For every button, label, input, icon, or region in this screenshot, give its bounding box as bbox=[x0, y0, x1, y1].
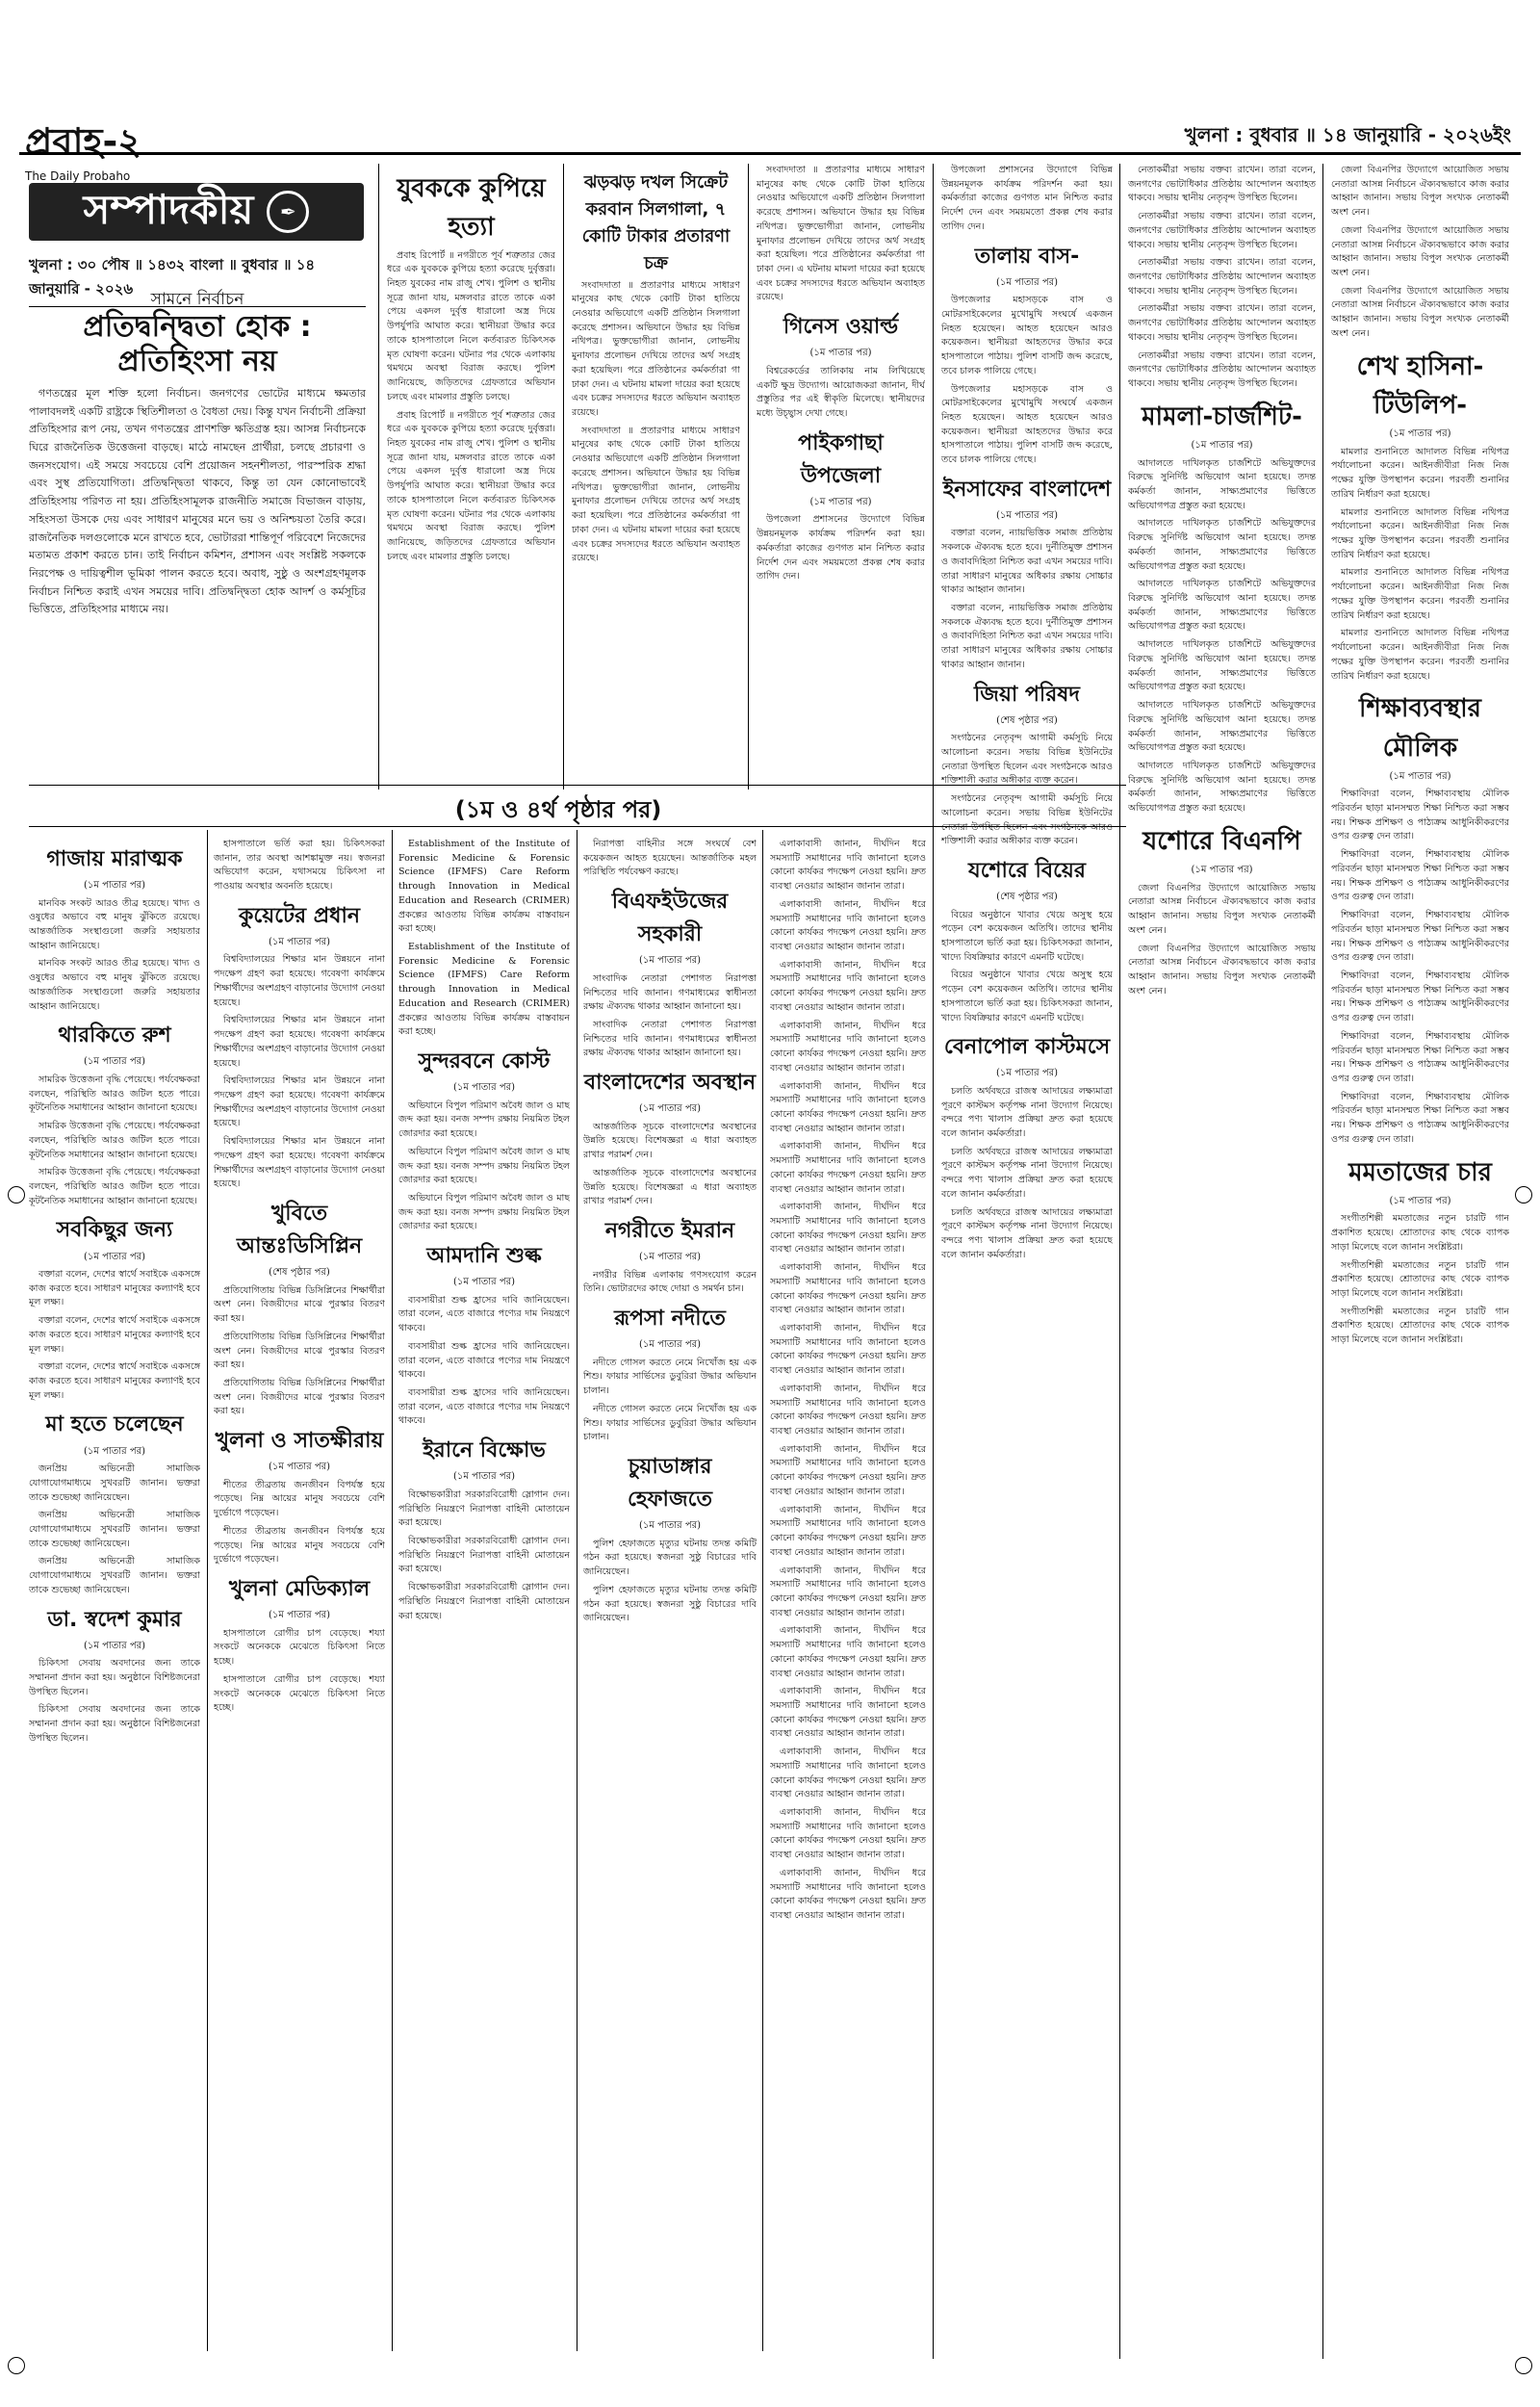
story-body: এলাকাবাসী জানান, দীর্ঘদিন ধরে সমস্যাটি সমাধানের দাবি জানানো হলেও কোনো কার্যকর পদক্ষেপ নেওয়া হয়নি। দ্রুত ব্যবস্থা নেওয়ার আহ্বান জানান তারা। bbox=[770, 1867, 926, 1922]
story-body: এলাকাবাসী জানান, দীর্ঘদিন ধরে সমস্যাটি সমাধানের দাবি জানানো হলেও কোনো কার্যকর পদক্ষেপ নেওয়া হয়নি। দ্রুত ব্যবস্থা নেওয়ার আহ্বান জানান তারা। bbox=[770, 1080, 926, 1134]
story-headline: ডা. স্বদেশ কুমার bbox=[47, 1607, 182, 1632]
continued-band: (১ম ও ৪র্থ পৃষ্ঠার পর) bbox=[454, 796, 662, 823]
story-body: এলাকাবাসী জানান, দীর্ঘদিন ধরে সমস্যাটি সমাধানের দাবি জানানো হলেও কোনো কার্যকর পদক্ষেপ নেওয়া হয়নি। দ্রুত ব্যবস্থা নেওয়ার আহ্বান জানান তারা। bbox=[770, 1686, 926, 1740]
story-headline: যুবককে কুপিয়ে হত্যা bbox=[397, 174, 546, 243]
story-ref: (১ম পাতার পর) bbox=[638, 1339, 702, 1351]
story-body: আদালতে দাখিলকৃত চার্জশিটে অভিযুক্তদের বিরুদ্ধে সুনির্দিষ্ট অভিযোগ আনা হয়েছে। তদন্ত কর্মকর্তা জানান, সাক্ষ্যপ্রমাণের ভিত্তিতে অভিযোগপত্র প্রস্তুত করা হয়েছে। bbox=[1128, 518, 1316, 572]
story-column-5 bbox=[941, 164, 1113, 2349]
story-body: হাসপাতালে রোগীর চাপ বেড়েছে। শয্যা সংকটে অনেককে মেঝেতে চিকিৎসা নিতে হচ্ছে। bbox=[214, 1673, 385, 1714]
story-body: নদীতে গোসল করতে নেমে নিখোঁজ হয় এক শিশু। ফায়ার সার্ভিসের ডুবুরিরা উদ্ধার অভিযান চালান। bbox=[583, 1357, 757, 1397]
story-body: শিক্ষাবিদরা বলেন, শিক্ষাব্যবস্থায় মৌলিক পরিবর্তন ছাড়া মানসম্মত শিক্ষা নিশ্চিত করা সম্ভব নয়। শিক্ষক প্রশিক্ষণ ও পাঠ্যক্রম আধুনিকীকরণের ওপর গুরুত্ব দেন তারা। bbox=[1331, 1091, 1509, 1145]
story-body: জেলা বিএনপির উদ্যোগে আয়োজিত সভায় নেতারা আসন্ন নির্বাচনে ঐক্যবদ্ধভাবে কাজ করার আহ্বান জানান। সভায় বিপুল সংখ্যক নেতাকর্মী অংশ নেন। bbox=[1331, 165, 1509, 219]
story-body: চিকিৎসা সেবায় অবদানের জন্য তাকে সম্মাননা প্রদান করা হয়। অনুষ্ঠানে বিশিষ্টজনেরা উপস্থিত ছিলেন। bbox=[29, 1704, 200, 1744]
story-body: নেতাকর্মীরা সভায় বক্তব্য রাখেন। তারা বলেন, জনগণের ভোটাধিকার প্রতিষ্ঠায় আন্দোলন অব্যাহত থাকবে। সভায় স্থানীয় নেতৃবৃন্দ উপস্থিত ছিলেন। bbox=[1128, 165, 1316, 204]
story-headline: ইনসাফের বাংলাদেশ bbox=[942, 477, 1112, 502]
story-body: পুলিশ হেফাজতে মৃত্যুর ঘটনায় তদন্ত কমিটি গঠন করা হয়েছে। স্বজনরা সুষ্ঠু বিচারের দাবি জানিয়েছেন। bbox=[583, 1584, 757, 1624]
editorial-kicker: সামনে নির্বাচন bbox=[150, 290, 244, 309]
story-headline: যশোরে বিএনপি bbox=[1142, 826, 1301, 856]
story-body: প্রবাহ রিপোর্ট ॥ নগরীতে পূর্ব শত্রুতার জের ধরে এক যুবককে কুপিয়ে হত্যা করেছে দুর্বৃত্তরা। নিহত যুবকের নাম রাজু শেখ। পুলিশ ও স্থানীয় সূত্রে জানা যায়, মঙ্গলবার রাতে তাকে একা পেয়ে একদল দুর্বৃত্ত ধারালো অস্ত্র দিয়ে উপর্যুপরি আঘাত করে। স্থানীয়রা উদ্ধার করে তাকে হাসপাতালে নিলে কর্তব্যরত চিকিৎসক মৃত ঘোষণা করেন। ঘটনার পর থেকে এলাকায় থমথমে অবস্থা বিরাজ করছে। পুলিশ জানিয়েছে, জড়িতদের গ্রেফতারে অভিযান চলছে এবং মামলার প্রস্তুতি চলছে। bbox=[387, 249, 555, 402]
story-headline: মমতাজের চার bbox=[1348, 1157, 1492, 1187]
story-headline: শেখ হাসিনা-টিউলিপ- bbox=[1356, 351, 1484, 420]
story-body: জনপ্রিয় অভিনেত্রী সামাজিক যোগাযোগমাধ্যমে সুখবরটি জানান। ভক্তরা তাকে শুভেচ্ছা জানিয়েছেন। bbox=[29, 1556, 200, 1595]
registration-mark-icon bbox=[1515, 1186, 1532, 1204]
newspaper-logo bbox=[25, 114, 141, 183]
story-headline: বাংলাদেশের অবস্থান bbox=[583, 1071, 757, 1096]
story-body: নেতাকর্মীরা সভায় বক্তব্য রাখেন। তারা বলেন, জনগণের ভোটাধিকার প্রতিষ্ঠায় আন্দোলন অব্যাহত থাকবে। সভায় স্থানীয় নেতৃবৃন্দ উপস্থিত ছিলেন। bbox=[1128, 257, 1316, 297]
story-ref: (১ম পাতার পর) bbox=[1389, 770, 1451, 782]
story-body: সামরিক উত্তেজনা বৃদ্ধি পেয়েছে। পর্যবেক্ষকরা বলছেন, পরিস্থিতি আরও জটিল হতে পারে। কূটনৈতিক সমাধানের আহ্বান জানানো হয়েছে। bbox=[29, 1074, 200, 1114]
story-ref: (১ম পাতার পর) bbox=[268, 1610, 331, 1621]
story-body: হাসপাতালে রোগীর চাপ বেড়েছে। শয্যা সংকটে অনেককে মেঝেতে চিকিৎসা নিতে হচ্ছে। bbox=[214, 1627, 385, 1668]
story-body: বিশ্ববিদ্যালয়ের শিক্ষার মান উন্নয়নে নানা পদক্ষেপ গ্রহণ করা হয়েছে। গবেষণা কার্যক্রমে শিক্ষার্থীদের অংশগ্রহণ বাড়ানোর উদ্যোগ নেওয়া হয়েছে। bbox=[214, 1075, 385, 1129]
story-headline: তালায় বাস- bbox=[974, 244, 1080, 269]
page-number: -২ bbox=[102, 120, 141, 163]
story-body: বক্তারা বলেন, দেশের স্বার্থে সবাইকে একসঙ্গে কাজ করতে হবে। সাধারণ মানুষের কল্যাণই হবে মূল লক্ষ্য। bbox=[29, 1361, 200, 1401]
column-rule bbox=[1119, 164, 1120, 2359]
story-body: প্রতিযোগিতায় বিভিন্ন ডিসিপ্লিনের শিক্ষার্থীরা অংশ নেন। বিজয়ীদের মাঝে পুরস্কার বিতরণ করা হয়। bbox=[214, 1331, 385, 1371]
story-body: আদালতে দাখিলকৃত চার্জশিটে অভিযুক্তদের বিরুদ্ধে সুনির্দিষ্ট অভিযোগ আনা হয়েছে। তদন্ত কর্মকর্তা জানান, সাক্ষ্যপ্রমাণের ভিত্তিতে অভিযোগপত্র প্রস্তুত করা হয়েছে। bbox=[1128, 457, 1316, 511]
story-body: অভিযানে বিপুল পরিমাণ অবৈধ জাল ও মাছ জব্দ করা হয়। বনজ সম্পদ রক্ষায় নিয়মিত টহল জোরদার করা হয়েছে। bbox=[398, 1192, 570, 1232]
story-headline: শিক্ষাব্যবস্থার মৌলিক bbox=[1359, 694, 1481, 763]
column-rule bbox=[1322, 164, 1323, 2359]
story-body: এলাকাবাসী জানান, দীর্ঘদিন ধরে সমস্যাটি সমাধানের দাবি জানানো হলেও কোনো কার্যকর পদক্ষেপ নেওয়া হয়নি। দ্রুত ব্যবস্থা নেওয়ার আহ্বান জানান তারা। bbox=[770, 898, 926, 953]
story-body: ব্যবসায়ীরা শুল্ক হ্রাসের দাবি জানিয়েছেন। তারা বলেন, এতে বাজারে পণ্যের দাম নিয়ন্ত্রণে থাকবে। bbox=[398, 1387, 570, 1427]
story-body: আন্তর্জাতিক সূচকে বাংলাদেশের অবস্থানের উন্নতি হয়েছে। বিশেষজ্ঞরা এ ধারা অব্যাহত রাখার পরামর্শ দেন। bbox=[583, 1121, 757, 1161]
story-headline: গিনেস ওয়ার্ল্ড bbox=[783, 315, 899, 340]
story-headline: চুয়াডাঙ্গার হেফাজতে bbox=[628, 1455, 712, 1513]
story-body: জেলা বিএনপির উদ্যোগে আয়োজিত সভায় নেতারা আসন্ন নির্বাচনে ঐক্যবদ্ধভাবে কাজ করার আহ্বান জানান। সভায় বিপুল সংখ্যক নেতাকর্মী অংশ নেন। bbox=[1128, 943, 1316, 996]
story-ref: (শেষ পৃষ্ঠার পর) bbox=[996, 714, 1058, 726]
story-body: সংগঠনের নেতৃবৃন্দ আগামী কর্মসূচি নিয়ে আলোচনা করেন। সভায় বিভিন্ন ইউনিটের নেতারা উপস্থিত ছিলেন এবং সংগঠনকে আরও শক্তিশালী করার অঙ্গীকার ব্যক্ত করেন। bbox=[941, 733, 1113, 787]
story-headline: যশোরে বিয়ের bbox=[968, 858, 1086, 883]
story-headline: সুন্দরবনে কোস্ট bbox=[418, 1049, 551, 1074]
story-body: আদালতে দাখিলকৃত চার্জশিটে অভিযুক্তদের বিরুদ্ধে সুনির্দিষ্ট অভিযোগ আনা হয়েছে। তদন্ত কর্মকর্তা জানান, সাক্ষ্যপ্রমাণের ভিত্তিতে অভিযোগপত্র প্রস্তুত করা হয়েছে। bbox=[1128, 579, 1316, 633]
story-body: শিক্ষাবিদরা বলেন, শিক্ষাব্যবস্থায় মৌলিক পরিবর্তন ছাড়া মানসম্মত শিক্ষা নিশ্চিত করা সম্ভব নয়। শিক্ষক প্রশিক্ষণ ও পাঠ্যক্রম আধুনিকীকরণের ওপর গুরুত্ব দেন তারা। bbox=[1331, 970, 1509, 1024]
story-body: এলাকাবাসী জানান, দীর্ঘদিন ধরে সমস্যাটি সমাধানের দাবি জানানো হলেও কোনো কার্যকর পদক্ষেপ নেওয়া হয়নি। দ্রুত ব্যবস্থা নেওয়ার আহ্বান জানান তারা। bbox=[770, 1565, 926, 1618]
story-ref: (১ম পাতার পর) bbox=[638, 1252, 702, 1263]
story-ref: (১ম পাতার পর) bbox=[268, 936, 331, 947]
story-body: এলাকাবাসী জানান, দীর্ঘদিন ধরে সমস্যাটি সমাধানের দাবি জানানো হলেও কোনো কার্যকর পদক্ষেপ নেওয়া হয়নি। দ্রুত ব্যবস্থা নেওয়ার আহ্বান জানান তারা। bbox=[770, 1262, 926, 1316]
story-body: শিক্ষাবিদরা বলেন, শিক্ষাব্যবস্থায় মৌলিক পরিবর্তন ছাড়া মানসম্মত শিক্ষা নিশ্চিত করা সম্ভব নয়। শিক্ষক প্রশিক্ষণ ও পাঠ্যক্রম আধুনিকীকরণের ওপর গুরুত্ব দেন তারা। bbox=[1331, 849, 1509, 903]
story-body: এলাকাবাসী জানান, দীর্ঘদিন ধরে সমস্যাটি সমাধানের দাবি জানানো হলেও কোনো কার্যকর পদক্ষেপ নেওয়া হয়নি। দ্রুত ব্যবস্থা নেওয়ার আহ্বান জানান তারা। bbox=[770, 1625, 926, 1679]
story-ref: (১ম পাতার পর) bbox=[1191, 440, 1253, 452]
story-body: প্রতিযোগিতায় বিভিন্ন ডিসিপ্লিনের শিক্ষার্থীরা অংশ নেন। বিজয়ীদের মাঝে পুরস্কার বিতরণ করা হয়। bbox=[214, 1377, 385, 1417]
story-body: Establishment of the Institute of Forensic Medicine & Forensic Science (IFMFS) Care Reform through Innovation in Medical Education and Research (CRIMER) প্রকল্পের আওতায় বিভিন্ন কার্যক্রম বাস্তবায়ন করা হচ্ছে। bbox=[398, 839, 570, 935]
story-column-3 bbox=[572, 164, 740, 789]
story-column-6 bbox=[1128, 164, 1316, 2349]
registration-mark-icon bbox=[8, 1186, 25, 1204]
story-body: নেতাকর্মীরা সভায় বক্তব্য রাখেন। তারা বলেন, জনগণের ভোটাধিকার প্রতিষ্ঠায় আন্দোলন অব্যাহত থাকবে। সভায় স্থানীয় নেতৃবৃন্দ উপস্থিত ছিলেন। bbox=[1128, 349, 1316, 390]
story-body: নেতাকর্মীরা সভায় বক্তব্য রাখেন। তারা বলেন, জনগণের ভোটাধিকার প্রতিষ্ঠায় আন্দোলন অব্যাহত থাকবে। সভায় স্থানীয় নেতৃবৃন্দ উপস্থিত ছিলেন। bbox=[1128, 303, 1316, 343]
story-column-2 bbox=[387, 164, 555, 789]
column-rule bbox=[762, 830, 763, 2351]
story-body: উপজেলা প্রশাসনের উদ্যোগে বিভিন্ন উন্নয়নমূলক কার্যক্রম পরিদর্শন করা হয়। কর্মকর্তারা কাজের গুণগত মান নিশ্চিত করার নির্দেশ দেন এবং সময়মতো প্রকল্প শেষ করার তাগিদ দেন। bbox=[757, 514, 925, 582]
story-body: বক্তারা বলেন, ন্যায়ভিত্তিক সমাজ প্রতিষ্ঠায় সকলকে ঐক্যবদ্ধ হতে হবে। দুর্নীতিমুক্ত প্রশাসন ও জবাবদিহিতা নিশ্চিত করা এখন সময়ের দাবি। তারা সাধারণ মানুষের অধিকার রক্ষায় সোচ্চার থাকার আহ্বান জানান। bbox=[941, 528, 1113, 596]
story-body: জনপ্রিয় অভিনেত্রী সামাজিক যোগাযোগমাধ্যমে সুখবরটি জানান। ভক্তরা তাকে শুভেচ্ছা জানিয়েছেন। bbox=[29, 1510, 200, 1549]
story-body: জেলা বিএনপির উদ্যোগে আয়োজিত সভায় নেতারা আসন্ন নির্বাচনে ঐক্যবদ্ধভাবে কাজ করার আহ্বান জানান। সভায় বিপুল সংখ্যক নেতাকর্মী অংশ নেন। bbox=[1331, 285, 1509, 339]
story-body: পুলিশ হেফাজতে মৃত্যুর ঘটনায় তদন্ত কমিটি গঠন করা হয়েছে। স্বজনরা সুষ্ঠু বিচারের দাবি জানিয়েছেন। bbox=[583, 1538, 757, 1578]
story-body: অভিযানে বিপুল পরিমাণ অবৈধ জাল ও মাছ জব্দ করা হয়। বনজ সম্পদ রক্ষায় নিয়মিত টহল জোরদার করা হয়েছে। bbox=[398, 1100, 570, 1140]
column-rule bbox=[563, 164, 564, 789]
column-rule bbox=[378, 164, 379, 789]
story-ref: (১ম পাতার পর) bbox=[268, 1462, 331, 1473]
lower-column-4 bbox=[583, 838, 757, 2349]
editorial-label: সম্পাদকীয় bbox=[83, 185, 254, 233]
story-column-7 bbox=[1331, 164, 1509, 2349]
story-headline: রূপসা নদীতে bbox=[614, 1307, 726, 1332]
story-body: অভিযানে বিপুল পরিমাণ অবৈধ জাল ও মাছ জব্দ করা হয়। বনজ সম্পদ রক্ষায় নিয়মিত টহল জোরদার করা হয়েছে। bbox=[398, 1146, 570, 1186]
lower-column-3 bbox=[398, 838, 570, 2349]
lower-column-1 bbox=[29, 838, 200, 2349]
story-body: সংগঠনের নেতৃবৃন্দ আগামী কর্মসূচি নিয়ে আলোচনা করেন। সভায় বিভিন্ন ইউনিটের নেতারা উপস্থিত ছিলেন এবং সংগঠনকে আরও শক্তিশালী করার অঙ্গীকার ব্যক্ত করেন। bbox=[941, 793, 1113, 847]
story-body: শিক্ষাবিদরা বলেন, শিক্ষাব্যবস্থায় মৌলিক পরিবর্তন ছাড়া মানসম্মত শিক্ষা নিশ্চিত করা সম্ভব নয়। শিক্ষক প্রশিক্ষণ ও পাঠ্যক্রম আধুনিকীকরণের ওপর গুরুত্ব দেন তারা। bbox=[1331, 910, 1509, 964]
story-ref: (১ম পাতার পর) bbox=[83, 1251, 146, 1262]
story-body: শিক্ষাবিদরা বলেন, শিক্ষাব্যবস্থায় মৌলিক পরিবর্তন ছাড়া মানসম্মত শিক্ষা নিশ্চিত করা সম্ভব নয়। শিক্ষক প্রশিক্ষণ ও পাঠ্যক্রম আধুনিকীকরণের ওপর গুরুত্ব দেন তারা। bbox=[1331, 1030, 1509, 1084]
story-body: বিশ্ববিদ্যালয়ের শিক্ষার মান উন্নয়নে নানা পদক্ষেপ গ্রহণ করা হয়েছে। গবেষণা কার্যক্রমে শিক্ষার্থীদের অংশগ্রহণ বাড়ানোর উদ্যোগ নেওয়া হয়েছে। bbox=[214, 1015, 385, 1069]
story-body: সংগীতশিল্পী মমতাজের নতুন চারটি গান প্রকাশিত হয়েছে। শ্রোতাদের কাছ থেকে ব্যাপক সাড়া মিলেছে বলে জানান সংশ্লিষ্টরা। bbox=[1331, 1259, 1509, 1299]
story-headline: ঝড়ঝড় দখল সিক্রেট করবান সিলগালা, ৭ কোটি টাকার প্রতারণা চক্র bbox=[581, 172, 731, 273]
story-column-4 bbox=[757, 164, 925, 789]
column-rule bbox=[933, 164, 934, 2359]
story-ref: (১ম পাতার পর) bbox=[638, 955, 702, 967]
story-headline: খুলনা মেডিক্যাল bbox=[228, 1577, 371, 1602]
story-body: আদালতে দাখিলকৃত চার্জশিটে অভিযুক্তদের বিরুদ্ধে সুনির্দিষ্ট অভিযোগ আনা হয়েছে। তদন্ত কর্মকর্তা জানান, সাক্ষ্যপ্রমাণের ভিত্তিতে অভিযোগপত্র প্রস্তুত করা হয়েছে। bbox=[1128, 760, 1316, 815]
editorial-body bbox=[29, 385, 366, 780]
story-body: আদালতে দাখিলকৃত চার্জশিটে অভিযুক্তদের বিরুদ্ধে সুনির্দিষ্ট অভিযোগ আনা হয়েছে। তদন্ত কর্মকর্তা জানান, সাক্ষ্যপ্রমাণের ভিত্তিতে অভিযোগপত্র প্রস্তুত করা হয়েছে। bbox=[1128, 639, 1316, 693]
story-body: সংবাদদাতা ॥ প্রতারণার মাধ্যমে সাধারণ মানুষের কাছ থেকে কোটি টাকা হাতিয়ে নেওয়ার অভিযোগে একটি প্রতিষ্ঠান সিলগালা করেছে প্রশাসন। অভিযানে উদ্ধার হয় বিভিন্ন নথিপত্র। ভুক্তভোগীরা জানান, লোভনীয় মুনাফার প্রলোভন দেখিয়ে তাদের অর্থ সংগ্রহ করা হয়েছিল। পরে প্রতিষ্ঠানের কর্মকর্তারা গা ঢাকা দেন। এ ঘটনায় মামলা দায়ের করা হয়েছে এবং চক্রের সদস্যদের ধরতে অভিযান অব্যাহত রয়েছে। bbox=[757, 165, 925, 303]
story-body: বক্তারা বলেন, দেশের স্বার্থে সবাইকে একসঙ্গে কাজ করতে হবে। সাধারণ মানুষের কল্যাণই হবে মূল লক্ষ্য। bbox=[29, 1269, 200, 1308]
story-body: সামরিক উত্তেজনা বৃদ্ধি পেয়েছে। পর্যবেক্ষকরা বলছেন, পরিস্থিতি আরও জটিল হতে পারে। কূটনৈতিক সমাধানের আহ্বান জানানো হয়েছে। bbox=[29, 1167, 200, 1206]
lower-column-2 bbox=[214, 838, 385, 2349]
editorial-banner bbox=[29, 183, 364, 241]
story-ref: (১ম পাতার পর) bbox=[995, 1068, 1059, 1079]
story-ref: (১ম পাতার পর) bbox=[83, 1640, 146, 1651]
story-body: বিক্ষোভকারীরা সরকারবিরোধী স্লোগান দেন। পরিস্থিতি নিয়ন্ত্রণে নিরাপত্তা বাহিনী মোতায়েন করা হয়েছে। bbox=[398, 1488, 570, 1529]
story-body: মানবিক সংকট আরও তীব্র হয়েছে। খাদ্য ও ওষুধের অভাবে বহু মানুষ ঝুঁকিতে রয়েছে। আন্তর্জাতিক সংস্থাগুলো জরুরি সহায়তার আহ্বান জানিয়েছে। bbox=[29, 958, 200, 1012]
editorial-headline: প্রতিদ্বন্দ্বিতা হোক : প্রতিহিংসা নয় bbox=[83, 310, 312, 378]
story-ref: (১ম পাতার পর) bbox=[452, 1277, 516, 1288]
story-body: প্রবাহ রিপোর্ট ॥ নগরীতে পূর্ব শত্রুতার জের ধরে এক যুবককে কুপিয়ে হত্যা করেছে দুর্বৃত্তরা। নিহত যুবকের নাম রাজু শেখ। পুলিশ ও স্থানীয় সূত্রে জানা যায়, মঙ্গলবার রাতে তাকে একা পেয়ে একদল দুর্বৃত্ত ধারালো অস্ত্র দিয়ে উপর্যুপরি আঘাত করে। স্থানীয়রা উদ্ধার করে তাকে হাসপাতালে নিলে কর্তব্যরত চিকিৎসক মৃত ঘোষণা করেন। ঘটনার পর থেকে এলাকায় থমথমে অবস্থা বিরাজ করছে। পুলিশ জানিয়েছে, জড়িতদের গ্রেফতারে অভিযান চলছে এবং মামলার প্রস্তুতি চলছে। bbox=[387, 409, 555, 562]
story-body: বিশ্বরেকর্ডের তালিকায় নাম লিখিয়েছে একটি ক্ষুদ্র উদ্যোগ। আয়োজকরা জানান, দীর্ঘ প্রস্তুতির পর এই স্বীকৃতি মিলেছে। স্থানীয়দের মধ্যে উচ্ছ্বাস দেখা গেছে। bbox=[757, 365, 925, 419]
pen-icon: ✒ bbox=[267, 191, 309, 233]
story-headline: খুলনা ও সাতক্ষীরায় bbox=[215, 1429, 384, 1454]
story-body: উপজেলা প্রশাসনের উদ্যোগে বিভিন্ন উন্নয়নমূলক কার্যক্রম পরিদর্শন করা হয়। কর্মকর্তারা কাজের গুণগত মান নিশ্চিত করার নির্দেশ দেন এবং সময়মতো প্রকল্প শেষ করার তাগিদ দেন। bbox=[941, 165, 1113, 232]
story-body: এলাকাবাসী জানান, দীর্ঘদিন ধরে সমস্যাটি সমাধানের দাবি জানানো হলেও কোনো কার্যকর পদক্ষেপ নেওয়া হয়নি। দ্রুত ব্যবস্থা নেওয়ার আহ্বান জানান তারা। bbox=[770, 1383, 926, 1437]
registration-mark-icon bbox=[8, 2357, 25, 2374]
editorial-dateline: খুলনা : ৩০ পৌষ ॥ ১৪৩২ বাংলা ॥ বুধবার ॥ ১৪ জানুয়ারি - ২০২৬ bbox=[29, 254, 366, 307]
story-body: শিক্ষাবিদরা বলেন, শিক্ষাব্যবস্থায় মৌলিক পরিবর্তন ছাড়া মানসম্মত শিক্ষা নিশ্চিত করা সম্ভব নয়। শিক্ষক প্রশিক্ষণ ও পাঠ্যক্রম আধুনিকীকরণের ওপর গুরুত্ব দেন তারা। bbox=[1331, 789, 1509, 842]
story-ref: (১ম পাতার পর) bbox=[1389, 428, 1451, 440]
story-body: মানবিক সংকট আরও তীব্র হয়েছে। খাদ্য ও ওষুধের অভাবে বহু মানুষ ঝুঁকিতে রয়েছে। আন্তর্জাতিক সংস্থাগুলো জরুরি সহায়তার আহ্বান জানিয়েছে। bbox=[29, 897, 200, 951]
story-body: বিশ্ববিদ্যালয়ের শিক্ষার মান উন্নয়নে নানা পদক্ষেপ গ্রহণ করা হয়েছে। গবেষণা কার্যক্রমে শিক্ষার্থীদের অংশগ্রহণ বাড়ানোর উদ্যোগ নেওয়া হয়েছে। bbox=[214, 1136, 385, 1190]
story-ref: (১ম পাতার পর) bbox=[83, 1445, 146, 1457]
masthead-divider bbox=[19, 152, 1521, 155]
story-headline: খুবিতে আন্তঃডিসিপ্লিন bbox=[236, 1201, 363, 1259]
story-body: এলাকাবাসী জানান, দীর্ঘদিন ধরে সমস্যাটি সমাধানের দাবি জানানো হলেও কোনো কার্যকর পদক্ষেপ নেওয়া হয়নি। দ্রুত ব্যবস্থা নেওয়ার আহ্বান জানান তারা। bbox=[770, 1747, 926, 1800]
story-body: প্রতিযোগিতায় বিভিন্ন ডিসিপ্লিনের শিক্ষার্থীরা অংশ নেন। বিজয়ীদের মাঝে পুরস্কার বিতরণ করা হয়। bbox=[214, 1284, 385, 1325]
story-body: চলতি অর্থবছরে রাজস্ব আদায়ের লক্ষ্যমাত্রা পূরণে কাস্টমস কর্তৃপক্ষ নানা উদ্যোগ নিয়েছে। বন্দরে পণ্য খালাস প্রক্রিয়া দ্রুত করা হয়েছে বলে জানান কর্মকর্তারা। bbox=[941, 1146, 1113, 1200]
story-body: জনপ্রিয় অভিনেত্রী সামাজিক যোগাযোগমাধ্যমে সুখবরটি জানান। ভক্তরা তাকে শুভেচ্ছা জানিয়েছেন। bbox=[29, 1463, 200, 1503]
story-body: এলাকাবাসী জানান, দীর্ঘদিন ধরে সমস্যাটি সমাধানের দাবি জানানো হলেও কোনো কার্যকর পদক্ষেপ নেওয়া হয়নি। দ্রুত ব্যবস্থা নেওয়ার আহ্বান জানান তারা। bbox=[770, 1504, 926, 1558]
story-ref: (১ম পাতার পর) bbox=[638, 1520, 702, 1532]
story-headline: মা হতে চলেছেন bbox=[45, 1412, 184, 1437]
story-body: সংগীতশিল্পী মমতাজের নতুন চারটি গান প্রকাশিত হয়েছে। শ্রোতাদের কাছ থেকে ব্যাপক সাড়া মিলেছে বলে জানান সংশ্লিষ্টরা। bbox=[1331, 1213, 1509, 1253]
editorial-paragraph: গণতন্ত্রের মূল শক্তি হলো নির্বাচন। জনগণের ভোটের মাধ্যমে ক্ষমতার পালাবদলই একটি রাষ্ট্রকে স্থিতিশীলতা ও বৈধতা দেয়। কিন্তু যখন নির্বাচনী প্রক্রিয়া প্রতিহিংসার রূপ নেয়, তখন গণতন্ত্রের প্রাণশক্তি ক্ষতিগ্রস্ত হয়। আসন্ন নির্বাচনকে ঘিরে রাজনৈতিক উত্তেজনা বাড়ছে। মাঠে নামছেন প্রার্থীরা, চলছে প্রচারণা ও জনসংযোগ। এই সময়ে সবচেয়ে বেশি প্রয়োজন সহনশীলতা, পারস্পরিক শ্রদ্ধা এবং সুস্থ প্রতিযোগিতা। প্রতিদ্বন্দ্বিতা থাকবে, কিন্তু তা যেন কোনোভাবেই প্রতিহিংসায় পরিণত না হয়। প্রতিহিংসামূলক রাজনীতি সমাজে বিভাজন বাড়ায়, সহিংসতা উসকে দেয় এবং সাধারণ মানুষের মনে ভয় ও অনিশ্চয়তা তৈরি করে। রাজনৈতিক দলগুলোকে মনে রাখতে হবে, ভোটাররা শান্তিপূর্ণ পরিবেশে নিজেদের মতামত প্রকাশ করতে চান। তাই নির্বাচন কমিশন, প্রশাসন এবং সংশ্লিষ্ট সকলকে নিরপেক্ষ ও দায়িত্বশীল ভূমিকা পালন করতে হবে। অবাধ, সুষ্ঠু ও অংশগ্রহণমূলক নির্বাচন নিশ্চিত করাই এখন সময়ের দাবি। প্রতিদ্বন্দ্বিতা হোক আদর্শ ও কর্মসূচির ভিত্তিতে, প্রতিহিংসার মাধ্যমে নয়। bbox=[29, 387, 366, 616]
story-body: সাংবাদিক নেতারা পেশাগত নিরাপত্তা নিশ্চিতের দাবি জানান। গণমাধ্যমের স্বাধীনতা রক্ষায় ঐক্যবদ্ধ থাকার আহ্বান জানানো হয়। bbox=[583, 972, 757, 1013]
story-ref: (১ম পাতার পর) bbox=[83, 880, 146, 892]
story-headline: বিএফইউজের সহকারী bbox=[611, 890, 729, 947]
story-body: মামলার শুনানিতে আদালত বিভিন্ন নথিপত্র পর্যালোচনা করেন। আইনজীবীরা নিজ নিজ পক্ষের যুক্তি উপস্থাপন করেন। পরবর্তী শুনানির তারিখ নির্ধারণ করা হয়েছে। bbox=[1331, 567, 1509, 621]
story-ref: (১ম পাতার পর) bbox=[1191, 865, 1253, 876]
story-headline: কুয়েটের প্রধান bbox=[238, 903, 361, 928]
story-headline: আমদানি শুল্ক bbox=[426, 1244, 542, 1269]
story-ref: (১ম পাতার পর) bbox=[809, 348, 872, 359]
story-body: সামরিক উত্তেজনা বৃদ্ধি পেয়েছে। পর্যবেক্ষকরা বলছেন, পরিস্থিতি আরও জটিল হতে পারে। কূটনৈতিক সমাধানের আহ্বান জানানো হয়েছে। bbox=[29, 1121, 200, 1160]
story-body: ব্যবসায়ীরা শুল্ক হ্রাসের দাবি জানিয়েছেন। তারা বলেন, এতে বাজারে পণ্যের দাম নিয়ন্ত্রণে থাকবে। bbox=[398, 1294, 570, 1334]
story-headline: ইরানে বিক্ষোভ bbox=[423, 1438, 546, 1463]
column-rule bbox=[392, 830, 393, 2351]
story-ref: (১ম পাতার পর) bbox=[638, 1103, 702, 1115]
story-body: এলাকাবাসী জানান, দীর্ঘদিন ধরে সমস্যাটি সমাধানের দাবি জানানো হলেও কোনো কার্যকর পদক্ষেপ নেওয়া হয়নি। দ্রুত ব্যবস্থা নেওয়ার আহ্বান জানান তারা। bbox=[770, 839, 926, 893]
story-ref: (১ম পাতার পর) bbox=[995, 276, 1059, 288]
story-body: শীতের তীব্রতায় জনজীবন বিপর্যস্ত হয়ে পড়েছে। নিম্ন আয়ের মানুষ সবচেয়ে বেশি দুর্ভোগে পড়েছেন। bbox=[214, 1479, 385, 1519]
story-body: বক্তারা বলেন, দেশের স্বার্থে সবাইকে একসঙ্গে কাজ করতে হবে। সাধারণ মানুষের কল্যাণই হবে মূল লক্ষ্য। bbox=[29, 1315, 200, 1355]
story-body: এলাকাবাসী জানান, দীর্ঘদিন ধরে সমস্যাটি সমাধানের দাবি জানানো হলেও কোনো কার্যকর পদক্ষেপ নেওয়া হয়নি। দ্রুত ব্যবস্থা নেওয়ার আহ্বান জানান তারা। bbox=[770, 959, 926, 1013]
story-body: সংবাদদাতা ॥ প্রতারণার মাধ্যমে সাধারণ মানুষের কাছ থেকে কোটি টাকা হাতিয়ে নেওয়ার অভিযোগে একটি প্রতিষ্ঠান সিলগালা করেছে প্রশাসন। অভিযানে উদ্ধার হয় বিভিন্ন নথিপত্র। ভুক্তভোগীরা জানান, লোভনীয় মুনাফার প্রলোভন দেখিয়ে তাদের অর্থ সংগ্রহ করা হয়েছিল। পরে প্রতিষ্ঠানের কর্মকর্তারা গা ঢাকা দেন। এ ঘটনায় মামলা দায়ের করা হয়েছে এবং চক্রের সদস্যদের ধরতে অভিযান অব্যাহত রয়েছে। bbox=[572, 279, 740, 419]
story-body: জেলা বিএনপির উদ্যোগে আয়োজিত সভায় নেতারা আসন্ন নির্বাচনে ঐক্যবদ্ধভাবে কাজ করার আহ্বান জানান। সভায় বিপুল সংখ্যক নেতাকর্মী অংশ নেন। bbox=[1331, 224, 1509, 279]
story-headline: জিয়া পরিষদ bbox=[974, 682, 1080, 707]
story-headline: নগরীতে ইমরান bbox=[604, 1219, 735, 1244]
masthead-date: খুলনা : বুধবার ॥ ১৪ জানুয়ারি - ২০২৬ইং bbox=[1184, 123, 1511, 146]
story-body: মামলার শুনানিতে আদালত বিভিন্ন নথিপত্র পর্যালোচনা করেন। আইনজীবীরা নিজ নিজ পক্ষের যুক্তি উপস্থাপন করেন। পরবর্তী শুনানির তারিখ নির্ধারণ করা হয়েছে। bbox=[1331, 506, 1509, 560]
story-body: শীতের তীব্রতায় জনজীবন বিপর্যস্ত হয়ে পড়েছে। নিম্ন আয়ের মানুষ সবচেয়ে বেশি দুর্ভোগে পড়েছেন। bbox=[214, 1525, 385, 1566]
story-body: নগরীর বিভিন্ন এলাকায় গণসংযোগ করেন তিনি। ভোটারদের কাছে দোয়া ও সমর্থন চান। bbox=[583, 1269, 757, 1295]
story-body: বিয়ের অনুষ্ঠানে খাবার খেয়ে অসুস্থ হয়ে পড়েন বেশ কয়েকজন অতিথি। তাদের স্থানীয় হাসপাতালে ভর্তি করা হয়। চিকিৎসকরা জানান, খাদ্যে বিষক্রিয়ার কারণে এমনটি ঘটেছে। bbox=[941, 970, 1113, 1023]
story-body: নিরাপত্তা বাহিনীর সঙ্গে সংঘর্ষে বেশ কয়েকজন আহত হয়েছেন। আন্তর্জাতিক মহল পরিস্থিতি পর্যবেক্ষণ করছে। bbox=[583, 839, 757, 878]
story-ref: (শেষ পৃষ্ঠার পর) bbox=[269, 1267, 330, 1279]
logo-subtitle: The Daily Probaho bbox=[25, 169, 131, 183]
story-ref: (১ম পাতার পর) bbox=[83, 1056, 146, 1068]
story-body: চলতি অর্থবছরে রাজস্ব আদায়ের লক্ষ্যমাত্রা পূরণে কাস্টমস কর্তৃপক্ষ নানা উদ্যোগ নিয়েছে। বন্দরে পণ্য খালাস প্রক্রিয়া দ্রুত করা হয়েছে বলে জানান কর্মকর্তারা। bbox=[941, 1085, 1113, 1140]
story-body: সাংবাদিক নেতারা পেশাগত নিরাপত্তা নিশ্চিতের দাবি জানান। গণমাধ্যমের স্বাধীনতা রক্ষায় ঐক্যবদ্ধ থাকার আহ্বান জানানো হয়। bbox=[583, 1020, 757, 1059]
story-body: বিক্ষোভকারীরা সরকারবিরোধী স্লোগান দেন। পরিস্থিতি নিয়ন্ত্রণে নিরাপত্তা বাহিনী মোতায়েন করা হয়েছে। bbox=[398, 1582, 570, 1621]
story-body: চিকিৎসা সেবায় অবদানের জন্য তাকে সম্মাননা প্রদান করা হয়। অনুষ্ঠানে বিশিষ্টজনেরা উপস্থিত ছিলেন। bbox=[29, 1658, 200, 1697]
story-body: উপজেলার মহাসড়কে বাস ও মোটরসাইকেলের মুখোমুখি সংঘর্ষে একজন নিহত হয়েছেন। আহত হয়েছেন আরও কয়েকজন। স্থানীয়রা আহতদের উদ্ধার করে হাসপাতালে পাঠায়। পুলিশ বাসটি জব্দ করেছে, তবে চালক পালিয়ে গেছে। bbox=[941, 383, 1113, 466]
story-ref: (১ম পাতার পর) bbox=[452, 1082, 516, 1094]
story-body: জেলা বিএনপির উদ্যোগে আয়োজিত সভায় নেতারা আসন্ন নির্বাচনে ঐক্যবদ্ধভাবে কাজ করার আহ্বান জানান। সভায় বিপুল সংখ্যক নেতাকর্মী অংশ নেন। bbox=[1128, 882, 1316, 936]
registration-mark-icon bbox=[1515, 2357, 1532, 2374]
story-body: বিয়ের অনুষ্ঠানে খাবার খেয়ে অসুস্থ হয়ে পড়েন বেশ কয়েকজন অতিথি। তাদের স্থানীয় হাসপাতালে ভর্তি করা হয়। চিকিৎসকরা জানান, খাদ্যে বিষক্রিয়ার কারণে এমনটি ঘটেছে। bbox=[941, 909, 1113, 963]
story-body: এলাকাবাসী জানান, দীর্ঘদিন ধরে সমস্যাটি সমাধানের দাবি জানানো হলেও কোনো কার্যকর পদক্ষেপ নেওয়া হয়নি। দ্রুত ব্যবস্থা নেওয়ার আহ্বান জানান তারা। bbox=[770, 1807, 926, 1861]
story-headline: পাইকগাছা উপজেলা bbox=[798, 430, 884, 488]
story-body: এলাকাবাসী জানান, দীর্ঘদিন ধরে সমস্যাটি সমাধানের দাবি জানানো হলেও কোনো কার্যকর পদক্ষেপ নেওয়া হয়নি। দ্রুত ব্যবস্থা নেওয়ার আহ্বান জানান তারা। bbox=[770, 1141, 926, 1195]
column-rule bbox=[207, 830, 208, 2351]
story-headline: বেনাপোল কাস্টমসে bbox=[943, 1035, 1111, 1060]
story-body: আন্তর্জাতিক সূচকে বাংলাদেশের অবস্থানের উন্নতি হয়েছে। বিশেষজ্ঞরা এ ধারা অব্যাহত রাখার পরামর্শ দেন। bbox=[583, 1167, 757, 1207]
story-ref: (১ম পাতার পর) bbox=[452, 1471, 516, 1483]
story-headline: থারকিতে রুশ bbox=[58, 1023, 171, 1048]
story-body: ব্যবসায়ীরা শুল্ক হ্রাসের দাবি জানিয়েছেন। তারা বলেন, এতে বাজারে পণ্যের দাম নিয়ন্ত্রণে থাকবে। bbox=[398, 1340, 570, 1381]
story-body: মামলার শুনানিতে আদালত বিভিন্ন নথিপত্র পর্যালোচনা করেন। আইনজীবীরা নিজ নিজ পক্ষের যুক্তি উপস্থাপন করেন। পরবর্তী শুনানির তারিখ নির্ধারণ করা হয়েছে। bbox=[1331, 446, 1509, 500]
story-ref: (শেষ পৃষ্ঠার পর) bbox=[996, 892, 1058, 903]
logo-text: প্রবাহ bbox=[25, 120, 103, 163]
story-ref: (১ম পাতার পর) bbox=[809, 496, 872, 507]
story-body: আদালতে দাখিলকৃত চার্জশিটে অভিযুক্তদের বিরুদ্ধে সুনির্দিষ্ট অভিযোগ আনা হয়েছে। তদন্ত কর্মকর্তা জানান, সাক্ষ্যপ্রমাণের ভিত্তিতে অভিযোগপত্র প্রস্তুত করা হয়েছে। bbox=[1128, 700, 1316, 754]
story-body: এলাকাবাসী জানান, দীর্ঘদিন ধরে সমস্যাটি সমাধানের দাবি জানানো হলেও কোনো কার্যকর পদক্ষেপ নেওয়া হয়নি। দ্রুত ব্যবস্থা নেওয়ার আহ্বান জানান তারা। bbox=[770, 1020, 926, 1074]
lower-column-5 bbox=[770, 838, 926, 2349]
story-ref: (১ম পাতার পর) bbox=[995, 509, 1059, 521]
story-body: Establishment of the Institute of Forensic Medicine & Forensic Science (IFMFS) Care Reform through Innovation in Medical Education and Research (CRIMER) প্রকল্পের আওতায় বিভিন্ন কার্যক্রম বাস্তবায়ন করা হচ্ছে। bbox=[398, 942, 570, 1038]
story-body: উপজেলার মহাসড়কে বাস ও মোটরসাইকেলের মুখোমুখি সংঘর্ষে একজন নিহত হয়েছেন। আহত হয়েছেন আরও কয়েকজন। স্থানীয়রা আহতদের উদ্ধার করে হাসপাতালে পাঠায়। পুলিশ বাসটি জব্দ করেছে, তবে চালক পালিয়ে গেছে। bbox=[941, 295, 1113, 376]
story-body: চলতি অর্থবছরে রাজস্ব আদায়ের লক্ষ্যমাত্রা পূরণে কাস্টমস কর্তৃপক্ষ নানা উদ্যোগ নিয়েছে। বন্দরে পণ্য খালাস প্রক্রিয়া দ্রুত করা হয়েছে বলে জানান কর্মকর্তারা। bbox=[941, 1206, 1113, 1260]
column-rule bbox=[577, 830, 578, 2351]
story-headline: গাজায় মারাত্মক bbox=[46, 847, 183, 871]
story-body: সংবাদদাতা ॥ প্রতারণার মাধ্যমে সাধারণ মানুষের কাছ থেকে কোটি টাকা হাতিয়ে নেওয়ার অভিযোগে একটি প্রতিষ্ঠান সিলগালা করেছে প্রশাসন। অভিযানে উদ্ধার হয় বিভিন্ন নথিপত্র। ভুক্তভোগীরা জানান, লোভনীয় মুনাফার প্রলোভন দেখিয়ে তাদের অর্থ সংগ্রহ করা হয়েছিল। পরে প্রতিষ্ঠানের কর্মকর্তারা গা ঢাকা দেন। এ ঘটনায় মামলা দায়ের করা হয়েছে এবং চক্রের সদস্যদের ধরতে অভিযান অব্যাহত রয়েছে। bbox=[572, 425, 740, 564]
story-headline: মামলা-চার্জশিট- bbox=[1142, 401, 1302, 431]
story-body: বিশ্ববিদ্যালয়ের শিক্ষার মান উন্নয়নে নানা পদক্ষেপ গ্রহণ করা হয়েছে। গবেষণা কার্যক্রমে শিক্ষার্থীদের অংশগ্রহণ বাড়ানোর উদ্যোগ নেওয়া হয়েছে। bbox=[214, 954, 385, 1008]
story-body: এলাকাবাসী জানান, দীর্ঘদিন ধরে সমস্যাটি সমাধানের দাবি জানানো হলেও কোনো কার্যকর পদক্ষেপ নেওয়া হয়নি। দ্রুত ব্যবস্থা নেওয়ার আহ্বান জানান তারা। bbox=[770, 1202, 926, 1255]
story-body: বক্তারা বলেন, ন্যায়ভিত্তিক সমাজ প্রতিষ্ঠায় সকলকে ঐক্যবদ্ধ হতে হবে। দুর্নীতিমুক্ত প্রশাসন ও জবাবদিহিতা নিশ্চিত করা এখন সময়ের দাবি। তারা সাধারণ মানুষের অধিকার রক্ষায় সোচ্চার থাকার আহ্বান জানান। bbox=[941, 603, 1113, 670]
story-body: মামলার শুনানিতে আদালত বিভিন্ন নথিপত্র পর্যালোচনা করেন। আইনজীবীরা নিজ নিজ পক্ষের যুক্তি উপস্থাপন করেন। পরবর্তী শুনানির তারিখ নির্ধারণ করা হয়েছে। bbox=[1331, 628, 1509, 682]
story-body: হাসপাতালে ভর্তি করা হয়। চিকিৎসকরা জানান, তার অবস্থা আশঙ্কামুক্ত নয়। স্বজনরা অভিযোগ করেন, যথাসময়ে চিকিৎসা না পাওয়ায় অবস্থার অবনতি হয়েছে। bbox=[214, 839, 385, 893]
story-ref: (১ম পাতার পর) bbox=[1389, 1195, 1451, 1206]
story-body: নদীতে গোসল করতে নেমে নিখোঁজ হয় এক শিশু। ফায়ার সার্ভিসের ডুবুরিরা উদ্ধার অভিযান চালান। bbox=[583, 1403, 757, 1443]
column-rule bbox=[748, 164, 749, 789]
story-body: এলাকাবাসী জানান, দীর্ঘদিন ধরে সমস্যাটি সমাধানের দাবি জানানো হলেও কোনো কার্যকর পদক্ষেপ নেওয়া হয়নি। দ্রুত ব্যবস্থা নেওয়ার আহ্বান জানান তারা। bbox=[770, 1323, 926, 1377]
story-body: এলাকাবাসী জানান, দীর্ঘদিন ধরে সমস্যাটি সমাধানের দাবি জানানো হলেও কোনো কার্যকর পদক্ষেপ নেওয়া হয়নি। দ্রুত ব্যবস্থা নেওয়ার আহ্বান জানান তারা। bbox=[770, 1443, 926, 1497]
story-body: বিক্ষোভকারীরা সরকারবিরোধী স্লোগান দেন। পরিস্থিতি নিয়ন্ত্রণে নিরাপত্তা বাহিনী মোতায়েন করা হয়েছে। bbox=[398, 1535, 570, 1575]
story-body: সংগীতশিল্পী মমতাজের নতুন চারটি গান প্রকাশিত হয়েছে। শ্রোতাদের কাছ থেকে ব্যাপক সাড়া মিলেছে বলে জানান সংশ্লিষ্টরা। bbox=[1331, 1306, 1509, 1346]
story-body: নেতাকর্মীরা সভায় বক্তব্য রাখেন। তারা বলেন, জনগণের ভোটাধিকার প্রতিষ্ঠায় আন্দোলন অব্যাহত থাকবে। সভায় স্থানীয় নেতৃবৃন্দ উপস্থিত ছিলেন। bbox=[1128, 211, 1316, 250]
story-headline: সবকিছুর জন্য bbox=[56, 1218, 173, 1243]
